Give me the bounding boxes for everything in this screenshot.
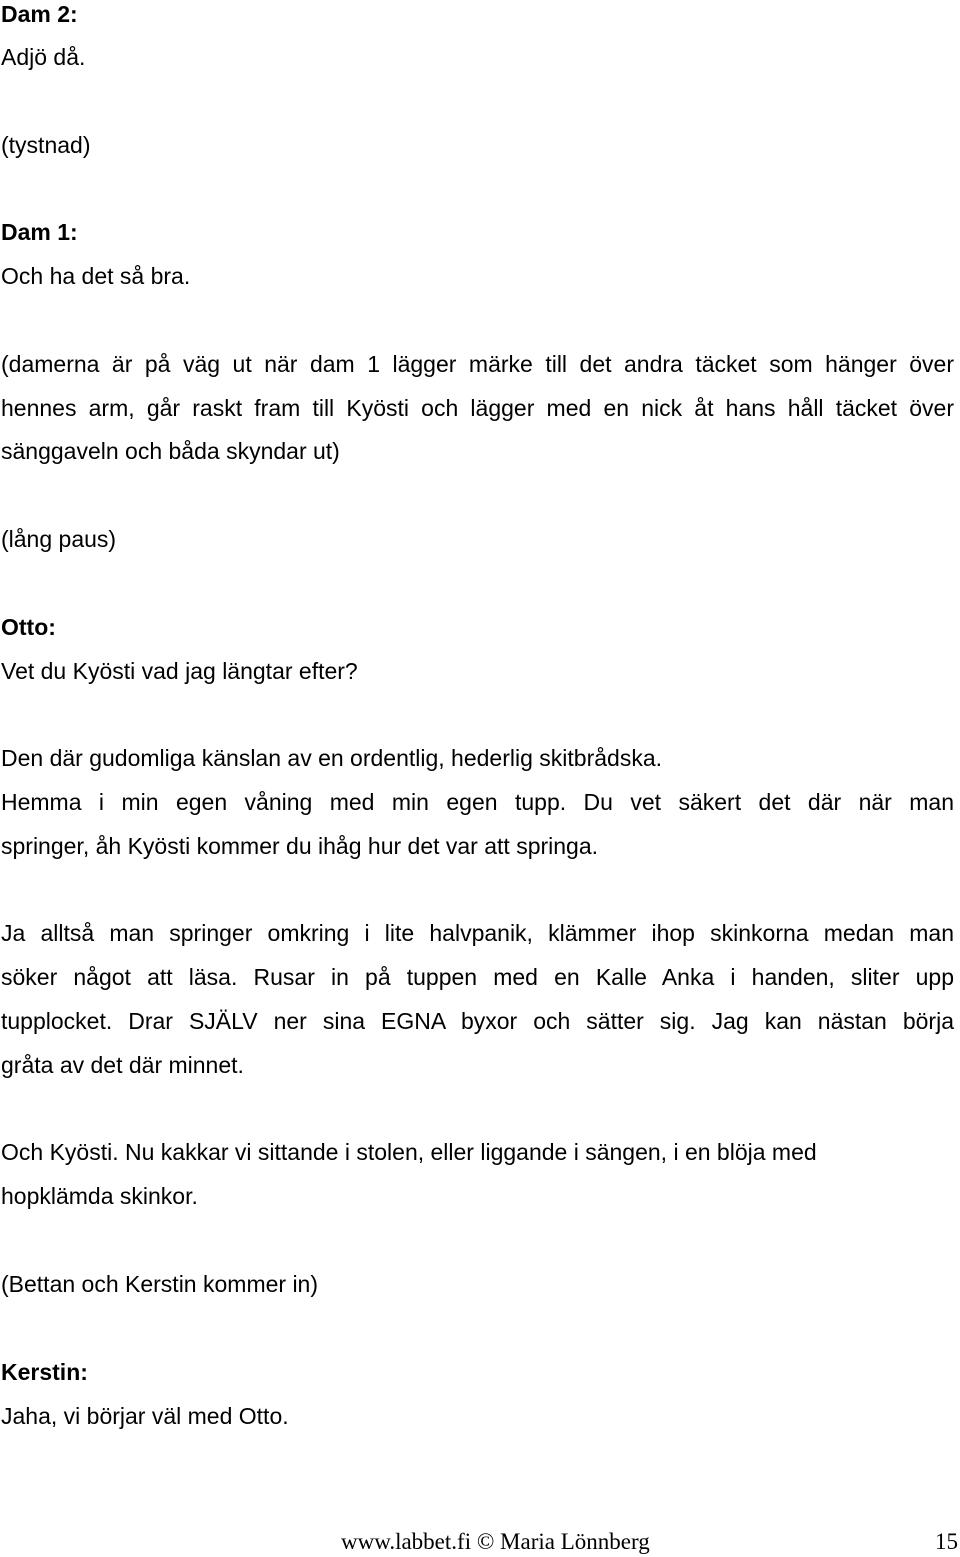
dialogue-line: hopklämda skinkor. (1, 1183, 198, 1209)
dialogue-line: söker något att läsa. Rusar in på tuppen med en Kalle Anka i handen, sliter upp (1, 964, 954, 990)
stage-direction-line: sänggaveln och båda skyndar ut) (1, 438, 340, 464)
page-footer (341, 1528, 958, 1555)
stage-direction: (lång paus) (1, 526, 117, 552)
stage-direction-line: (damerna är på väg ut när dam 1 lägger märke till det andra täcket som hänger över (1, 351, 954, 377)
speaker-otto: Otto: (1, 614, 56, 640)
speaker-kerstin: Kerstin: (1, 1359, 88, 1385)
dialogue-line: Hemma i min egen våning med min egen tupp. Du vet säkert det där när man (1, 789, 954, 815)
dialogue-line: Och ha det så bra. (1, 263, 191, 289)
dialogue-line: Vet du Kyösti vad jag längtar efter? (1, 658, 358, 684)
stage-direction-line: hennes arm, går raskt fram till Kyösti och lägger med en nick åt hans håll täcket över (1, 395, 954, 421)
footer-credit: www.labbet.fi © Maria Lönnberg (341, 1529, 650, 1554)
dialogue-line: tupplocket. Drar SJÄLV ner sina EGNA byxor och sätter sig. Jag kan nästan börja (1, 1008, 954, 1034)
speaker-dam-1: Dam 1: (1, 219, 78, 245)
stage-direction: (Bettan och Kerstin kommer in) (1, 1271, 319, 1297)
dialogue-line: Jaha, vi börjar väl med Otto. (1, 1403, 289, 1429)
speaker-dam-2: Dam 2: (1, 1, 78, 27)
stage-direction: (tystnad) (1, 132, 91, 158)
dialogue-line: gråta av det där minnet. (1, 1052, 244, 1078)
dialogue-line: Den där gudomliga känslan av en ordentlig, hederlig skitbrådska. (1, 745, 663, 771)
page-number: 15 (935, 1529, 958, 1554)
dialogue-line: springer, åh Kyösti kommer du ihåg hur det var att springa. (1, 833, 599, 859)
dialogue-line: Och Kyösti. Nu kakkar vi sittande i stolen, eller liggande i sängen, i en blöja med (1, 1139, 817, 1165)
dialogue-line: Adjö då. (1, 44, 86, 70)
dialogue-line: Ja alltså man springer omkring i lite halvpanik, klämmer ihop skinkorna medan man (1, 920, 954, 946)
